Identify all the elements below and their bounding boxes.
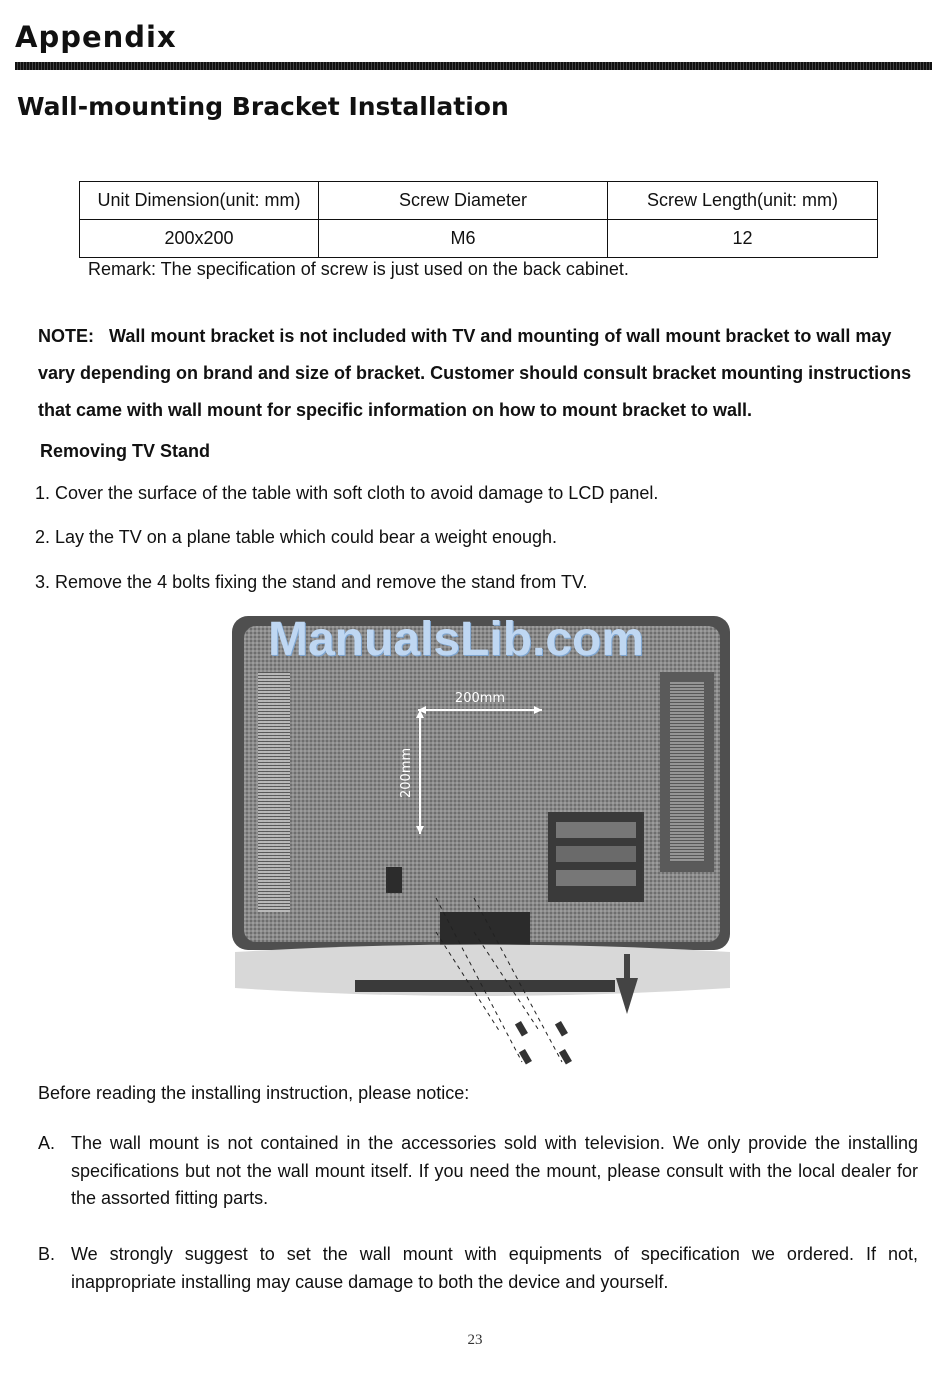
table-cell: 12 (608, 220, 878, 258)
item-text: We strongly suggest to set the wall mount with equipments of specification we ordered. If not, inappropriate installing may cause damage to both the device and yourself. (71, 1244, 918, 1292)
item-letter: A. (38, 1133, 56, 1153)
vertical-dimension-label: 200mm (399, 747, 414, 798)
manualslib-watermark: ManualsLib.com (268, 613, 645, 666)
step-item: 3. Remove the 4 bolts fixing the stand and remove the stand from TV. (35, 572, 588, 592)
note-label: NOTE: (38, 326, 94, 346)
screw-spec-table (79, 181, 878, 258)
table-header-row (80, 182, 878, 220)
note-text: Wall mount bracket is not included with TV and mounting of wall mount bracket to wall may vary depending on brand and size of bracket. Customer should consult bracket mounting instructions that came with wall mount for specific information on how to mount bracket to wall. (38, 326, 912, 420)
instruction-item (38, 1241, 918, 1296)
page-number: 23 (467, 1332, 483, 1348)
instructions-intro: Before reading the installing instruction, please notice: (38, 1083, 470, 1103)
table-row (80, 220, 878, 258)
instruction-item (38, 1130, 918, 1213)
horizontal-dimension-label: 200mm (454, 691, 506, 706)
step-item: 2. Lay the TV on a plane table which could bear a weight enough. (35, 527, 558, 547)
page-title: Appendix (15, 20, 177, 54)
removing-stand-heading: Removing TV Stand (40, 441, 211, 461)
tv-back-illustration (230, 612, 735, 1077)
table-header-cell: Unit Dimension(unit: mm) (80, 182, 319, 220)
section-title: Wall-mounting Bracket Installation (17, 92, 509, 121)
remark-text: Remark: The specification of screw is just used on the back cabinet. (88, 259, 629, 279)
item-letter: B. (38, 1244, 56, 1264)
table-header-cell: Screw Length(unit: mm) (608, 182, 878, 220)
item-text: The wall mount is not contained in the accessories sold with television. We only provide the installing specifications but not the wall mount itself. If you need the mount, please consult with the local dealer for the assorted fitting parts. (71, 1133, 918, 1208)
title-divider (15, 62, 932, 70)
step-item: 1. Cover the surface of the table with soft cloth to avoid damage to LCD panel. (35, 483, 659, 503)
table-header-cell: Screw Diameter (319, 182, 608, 220)
table-cell: M6 (319, 220, 608, 258)
note-block (38, 318, 928, 429)
table-cell: 200x200 (80, 220, 319, 258)
